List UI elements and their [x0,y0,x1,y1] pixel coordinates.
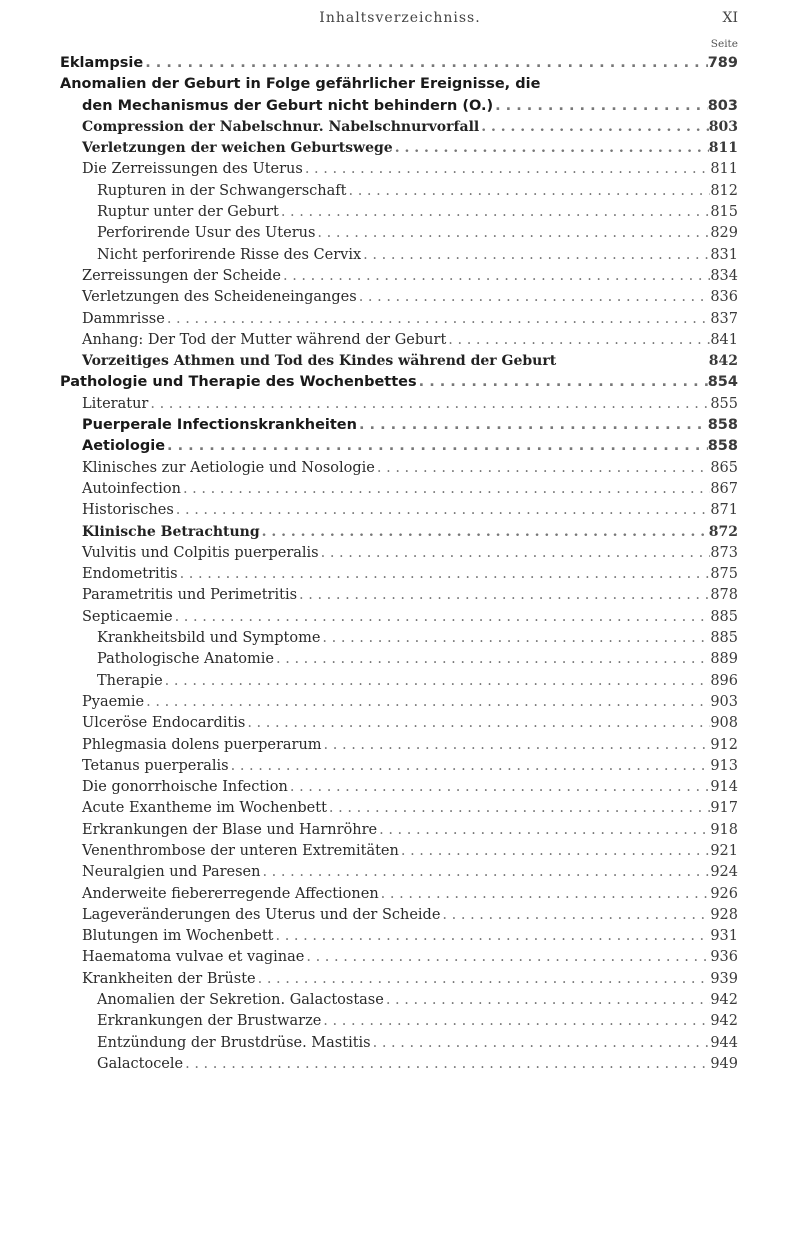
toc-entry-title: Galactocele [97,1055,184,1072]
toc-entry-title: Ulceröse Endocarditis [82,715,246,732]
toc-entry [60,671,738,692]
toc-entry-title: Neuralgien und Paresen [82,864,261,881]
toc-entry-title: Entzündung der Brustdrüse. Mastitis [97,1034,371,1051]
dot-leader [320,628,710,649]
dot-leader [479,117,709,138]
toc-entry [60,74,738,95]
toc-entry [60,777,738,798]
toc-entry [60,1054,738,1075]
toc-entry-title: Acute Exantheme im Wochenbett [82,800,327,817]
toc-entry [60,1011,738,1032]
dot-leader [377,820,710,841]
toc-entry-title: Eklampsie [60,55,144,71]
toc-entry-page: 873 [710,544,738,561]
toc-entry [60,926,738,947]
dot-leader [173,607,711,628]
toc-entry-title: Rupturen in der Schwangerschaft [97,182,347,199]
toc-entry-page: 912 [710,736,738,753]
toc-entry-title: Verletzungen des Scheideneinganges [82,289,357,306]
running-header-title: Inhaltsverzeichniss. [319,10,481,26]
toc-entry [60,628,738,649]
toc-entry [60,713,738,734]
toc-entry-page: 885 [710,608,738,625]
dot-leader [165,436,708,457]
toc-entry-title: Ruptur unter der Geburt [97,204,279,221]
toc-entry-page: 858 [707,417,738,434]
toc-entry-title: Venenthrombose der unteren Extremitäten [82,842,399,859]
dot-leader [260,862,710,883]
dot-leader [183,1054,710,1075]
toc-entry-title: Aetiologie [82,438,166,455]
dot-leader [493,96,708,117]
toc-entry-title: Anhang: Der Tod der Mutter während der Geburt [82,331,447,348]
dot-leader [357,287,711,308]
toc-entry [60,458,738,479]
toc-entry [60,436,738,457]
toc-entry-page: 812 [710,182,738,199]
toc-entry [60,692,738,713]
dot-leader [357,415,708,436]
toc-entry [60,330,738,351]
toc-entry [60,564,738,585]
dot-leader [143,53,707,74]
dot-leader [245,713,710,734]
toc-entry-title: Lageveränderungen des Uterus und der Scheide [82,906,441,923]
toc-entry [60,202,738,223]
toc-entry [60,820,738,841]
toc-entry-page: 855 [710,395,738,412]
toc-entry-title: Historisches [82,502,174,519]
dot-leader [379,884,711,905]
toc-entry-title: Pathologische Anatomie [97,651,275,668]
toc-entry-page: 803 [707,97,738,114]
toc-entry-page: 815 [710,204,738,221]
toc-entry-title: Parametritis und Perimetritis [82,587,298,604]
toc-entry [60,735,738,756]
toc-entry-page: 903 [710,693,738,710]
toc-entry-title: Vulvitis und Colpitis puerperalis [82,544,319,561]
toc-entry-page: 867 [710,480,738,497]
toc-entry-title: Endometritis [82,566,178,583]
toc-entry-title: Tetanus puerperalis [82,757,229,774]
toc-entry-page: 841 [710,331,738,348]
dot-leader [393,138,709,159]
toc-entry-page: 913 [710,757,738,774]
toc-entry [60,969,738,990]
toc-entry-page: 836 [710,289,738,306]
toc-entry-page: 854 [707,374,738,391]
toc-entry [60,245,738,266]
toc-entry [60,117,738,138]
toc-entry-title: Phlegmasia dolens puerperarum [82,736,322,753]
toc-entry [60,798,738,819]
toc-entry-title: Pyaemie [82,693,145,710]
toc-entry-title: Nicht perforirende Risse des Cervix [97,246,362,263]
dot-leader [144,692,710,713]
toc-entry-title: Klinische Betrachtung [82,523,260,540]
toc-entry [60,947,738,968]
toc-entry [60,1033,738,1054]
dot-leader [375,458,710,479]
toc-entry-title: Die gonorrhoische Infection [82,779,288,796]
toc-entry-page: 885 [710,630,738,647]
toc-entry [60,394,738,415]
toc-entry-title: Zerreissungen der Scheide [82,267,281,284]
toc-entry-page: 926 [710,885,738,902]
toc-entry-page: 896 [710,672,738,689]
toc-entry-page: 858 [707,438,738,455]
toc-entry [60,181,738,202]
toc-entry [60,862,738,883]
toc-entry-title: den Mechanismus der Geburt nicht behindern (O.) [82,97,494,114]
toc-entry-page: 924 [710,864,738,881]
toc-entry-page: 908 [710,715,738,732]
toc-entry-title: Anomalien der Geburt in Folge gefährlicher Ereignisse, die [60,76,541,93]
dot-leader [321,1011,710,1032]
toc-entry-page: 829 [710,225,738,242]
toc-entry [60,415,738,436]
toc-entry-title: Autoinfection [82,480,181,497]
dot-leader [181,479,710,500]
toc-entry-page: 811 [710,161,738,178]
toc-entry-page: 865 [710,459,738,476]
toc-entry [60,479,738,500]
toc-entry [60,223,738,244]
table-of-contents [60,53,738,1075]
dot-leader [361,245,710,266]
toc-entry [60,500,738,521]
dot-leader [163,671,711,692]
toc-entry-page: 942 [710,1013,738,1030]
dot-leader [371,1033,711,1054]
toc-entry-title: Erkrankungen der Blase und Harnröhre [82,821,378,838]
dot-leader [327,798,710,819]
toc-entry-page: 939 [710,970,738,987]
toc-entry [60,841,738,862]
toc-entry [60,607,738,628]
page-column-label: Seite [710,38,738,50]
toc-entry [60,53,738,74]
toc-entry [60,649,738,670]
toc-entry [60,543,738,564]
toc-entry-title: Literatur [82,395,149,412]
toc-entry [60,287,738,308]
dot-leader [417,372,708,393]
toc-entry-page: 918 [710,821,738,838]
toc-entry-page: 931 [710,928,738,945]
toc-entry-title: Anomalien der Sekretion. Galactostase [97,992,384,1009]
toc-entry-title: Blutungen im Wochenbett [82,928,274,945]
dot-leader [399,841,710,862]
toc-entry-page: 944 [710,1034,738,1051]
toc-entry-page: 875 [710,566,738,583]
toc-entry-page: 936 [710,949,738,966]
toc-entry-page: 921 [710,842,738,859]
toc-entry-title: Pathologie und Therapie des Wochenbettes [60,374,417,391]
dot-leader [319,543,711,564]
running-header-page-number: XI [722,10,738,26]
toc-entry-title: Septicaemie [82,608,173,625]
dot-leader [346,181,710,202]
dot-leader [165,309,711,330]
toc-entry-title: Die Zerreissungen des Uterus [82,161,303,178]
toc-entry-page: 837 [710,310,738,327]
dot-leader [297,585,710,606]
dot-leader [148,394,710,415]
toc-entry-page: 834 [710,267,738,284]
dot-leader [274,926,711,947]
dot-leader [303,159,710,180]
toc-entry [60,266,738,287]
toc-entry-page: 917 [710,800,738,817]
toc-entry-title: Dammrisse [82,310,165,327]
dot-leader [315,223,710,244]
toc-entry-title: Erkrankungen der Brustwarze [97,1013,322,1030]
dot-leader [174,500,711,521]
toc-entry [60,990,738,1011]
toc-entry-title: Compression der Nabelschnur. Nabelschnurvorfall [82,118,480,135]
dot-leader [260,522,709,543]
dot-leader [229,756,711,777]
toc-entry-title: Krankheitsbild und Symptome [97,630,321,647]
toc-entry-page: 803 [708,118,738,135]
dot-leader [440,905,710,926]
toc-entry-title: Anderweite fiebererregende Affectionen [82,885,379,902]
toc-entry [60,372,738,393]
toc-entry-title: Krankheiten der Brüste [82,970,256,987]
toc-entry-title: Vorzeitiges Athmen und Tod des Kindes während der Geburt [82,353,557,370]
toc-entry [60,905,738,926]
toc-entry-title: Therapie [97,672,163,689]
toc-entry-page: 928 [710,906,738,923]
toc-entry [60,96,738,117]
dot-leader [288,777,710,798]
toc-entry [60,522,738,543]
toc-entry [60,159,738,180]
toc-entry-page: 872 [708,523,738,540]
toc-entry [60,309,738,330]
toc-entry-page: 942 [710,992,738,1009]
dot-leader [256,969,711,990]
dot-leader [322,735,711,756]
toc-entry-page: 789 [707,55,738,71]
toc-entry-page: 842 [708,353,738,370]
toc-entry-page: 811 [708,140,738,157]
toc-entry-title: Verletzungen der weichen Geburtswege [82,140,393,157]
toc-entry-page: 914 [710,779,738,796]
dot-leader [304,947,710,968]
toc-entry-title: Klinisches zur Aetiologie und Nosologie [82,459,375,476]
toc-entry-title: Puerperale Infectionskrankheiten [82,417,357,434]
toc-entry-page: 831 [710,246,738,263]
dot-leader [274,649,710,670]
dot-leader [279,202,710,223]
toc-entry-page: 878 [710,587,738,604]
toc-entry [60,585,738,606]
dot-leader [384,990,710,1011]
toc-entry [60,138,738,159]
toc-entry-title: Haematoma vulvae et vaginae [82,949,305,966]
dot-leader [446,330,710,351]
toc-entry-page: 889 [710,651,738,668]
toc-entry [60,351,738,372]
dot-leader [178,564,711,585]
toc-entry [60,756,738,777]
toc-entry-page: 949 [710,1055,738,1072]
toc-entry-title: Perforirende Usur des Uterus [97,225,316,242]
toc-entry [60,884,738,905]
dot-leader [281,266,710,287]
toc-entry-page: 871 [710,502,738,519]
